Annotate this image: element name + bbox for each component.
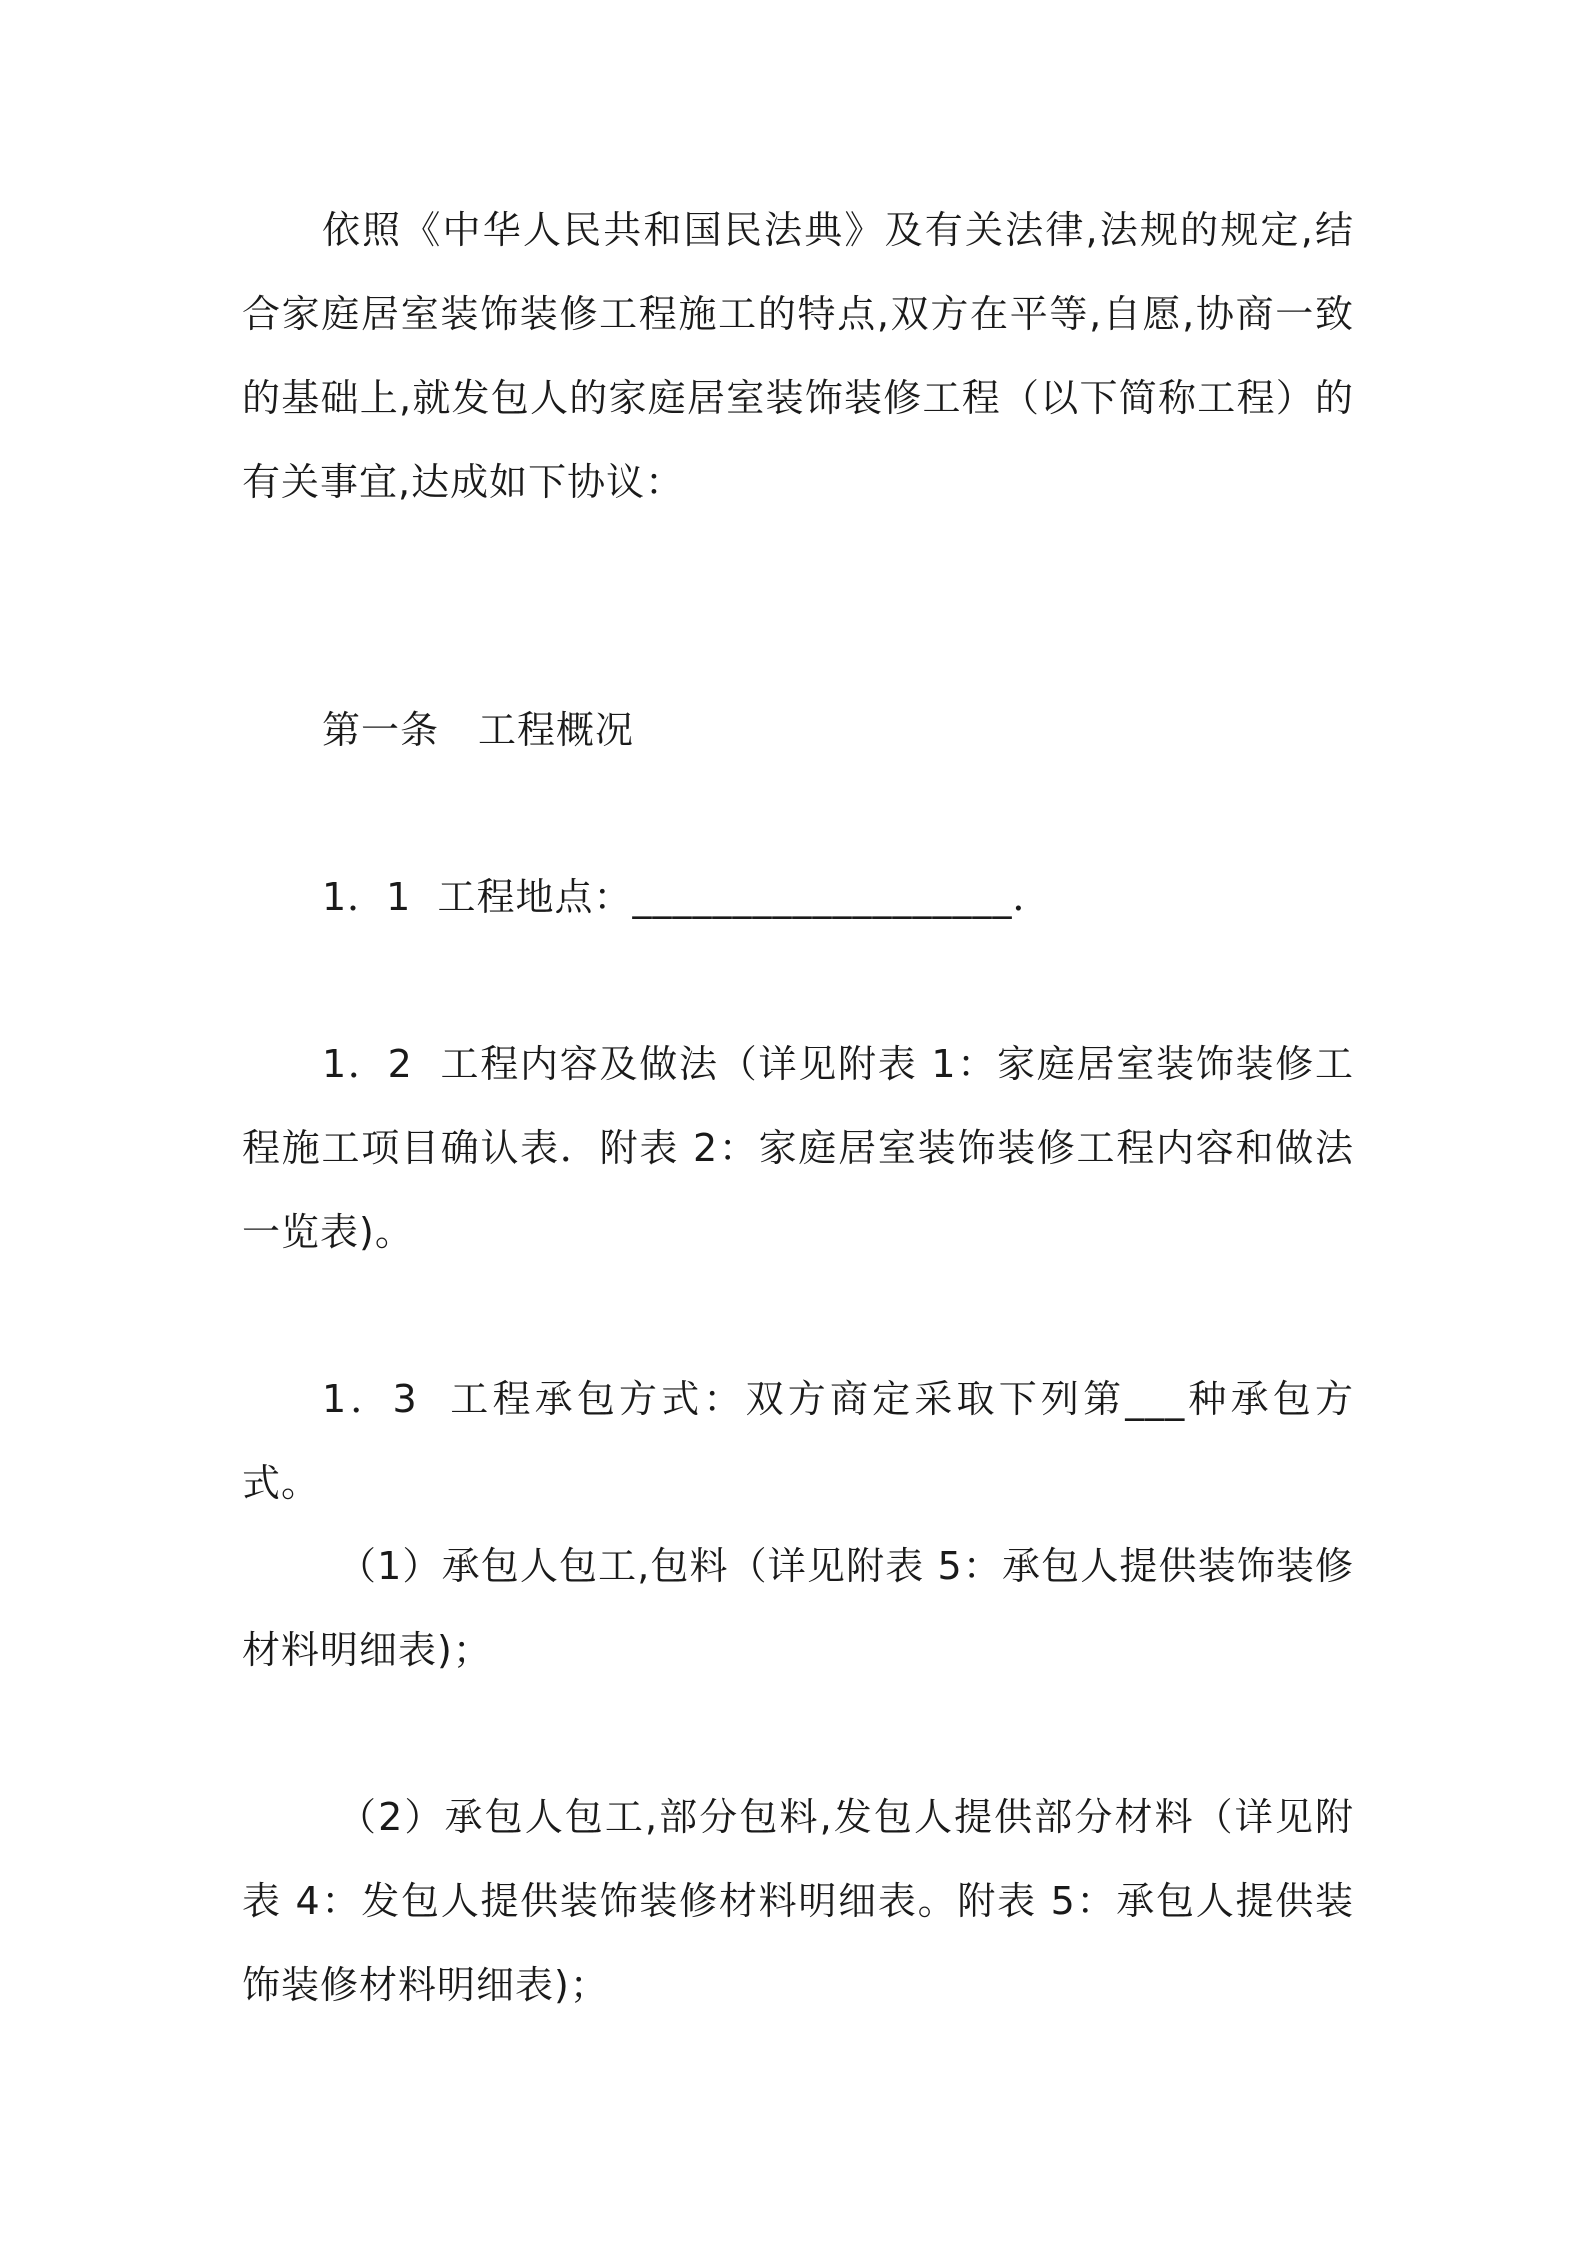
- article-1-heading: 第一条 工程概况: [322, 708, 635, 752]
- clause-1-1-project-location: 1．1 工程地点：___________________．: [322, 875, 1052, 919]
- contract-option-2: （2）承包人包工,部分包料,发包人提供部分材料（详见附表 4：发包人提供装饰装修材料明细表。附表 5：承包人提供装饰装修材料明细表)；: [242, 1795, 1354, 2007]
- clause-1-3-contract-method: 1．3 工程承包方式：双方商定采取下列第___种承包方式。: [242, 1377, 1354, 1505]
- intro-paragraph: 依照《中华人民共和国民法典》及有关法律,法规的规定,结合家庭居室装饰装修工程施工的特点,双方在平等,自愿,协商一致的基础上,就发包人的家庭居室装饰装修工程（以下简称工程）的有关事宜,达成如下协议：: [242, 208, 1354, 504]
- clause-1-2-project-content: 1．2 工程内容及做法（详见附表 1：家庭居室装饰装修工程施工项目确认表．附表 2：家庭居室装饰装修工程内容和做法一览表)。: [242, 1042, 1354, 1254]
- contract-option-1: （1）承包人包工,包料（详见附表 5：承包人提供装饰装修材料明细表)；: [242, 1544, 1354, 1672]
